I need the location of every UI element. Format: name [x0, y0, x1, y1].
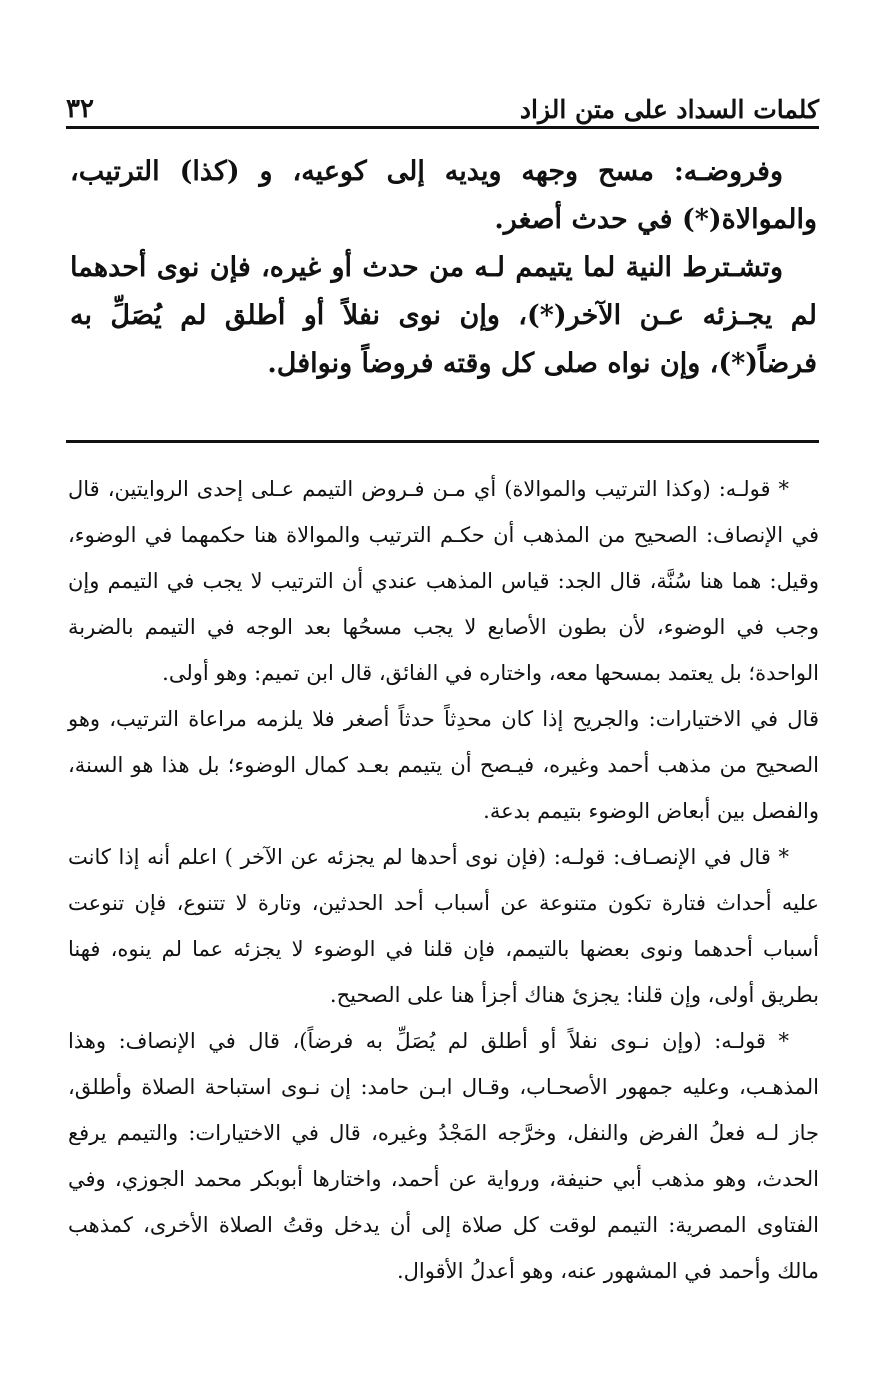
footnote-paragraph: * قولـه: (وإن نـوى نفلاً أو أطلق لم يُصَلِّ به فرضاً)، قال في الإنصاف: وهذا المذهـب، وعليه جمهور الأصحـاب، وقـال ابـن حامد: إن نـوى استباحة الصلاة وأطلق، جاز لـه فعلُ الفرض والنفل، وخرَّجه المَجْدُ وغيره، قال في الاختيارات: والتيمم يرفع الحدث، وهو مذهب أبي حنيفة، ورواية عن أحمد، واختارها أبوبكر محمد الجوزي، وفي الفتاوى المصرية: التيمم لوقت كل صلاة إلى أن يدخل وقتُ الصلاة الأخرى، كمذهب مالك وأحمد في المشهور عنه، وهو أعدلُ الأقوال.: [68, 1029, 819, 1283]
footnote-paragraph: * قولـه: (وكذا الترتيب والموالاة) أي مـن فـروض التيمم عـلى إحدى الروايتين، قال في الإنصاف: الصحيح من المذهب أن حكـم الترتيب والموالاة هنا حكمهما في الوضوء، وقيل: هما هنا سُنَّة، قال الجد: قياس المذهب عندي أن الترتيب لا يجب في التيمم وإن وجب في الوضوء، لأن بطون الأصابع لا يجب مسحُها بعد الوجه في التيمم بالضربة الواحدة؛ بل يعتمد بمسحها معه، واختاره في الفائق، قال ابن تميم: وهو أولى.: [68, 477, 819, 685]
page-header: [66, 84, 819, 129]
page-number: ٣٢: [66, 94, 94, 124]
footnote-separator: [66, 440, 819, 443]
main-paragraph: وفروضـه: مسح وجهه ويديه إلى كوعيه، و (كذا) الترتيب، والموالاة(*) في حدث أصغر.: [70, 156, 817, 235]
footnote-paragraph: * قال في الإنصـاف: قولـه: (فإن نوى أحدها لم يجزئه عن الآخر ) اعلم أنه إذا كانت عليه أحداث فتارة تكون متنوعة عن أسباب أحد الحدثين، وتارة لا تتنوع، فإن تنوعت أسباب أحدهما ونوى بعضها بالتيمم، فإن قلنا في الوضوء لا يجزئه عما لم ينوه، فهنا بطريق أولى، وإن قلنا: يجزئ هناك أجزأ هنا على الصحيح.: [68, 845, 819, 1007]
footnote-paragraph: قال في الاختيارات: والجريح إذا كان محدِثاً حدثاً أصغر فلا يلزمه مراعاة الترتيب، وهو الصحيح من مذهب أحمد وغيره، فيـصح أن يتيمم بعـد كمال الوضوء؛ بل هذا هو السنة، والفصل بين أبعاض الوضوء بتيمم بدعة.: [68, 707, 819, 823]
main-text: [70, 148, 817, 388]
running-title: كلمات السداد على متن الزاد: [519, 95, 819, 124]
footnotes: [68, 466, 819, 1294]
main-paragraph: وتشـترط النية لما يتيمم لـه من حدث أو غيره، فإن نوى أحدهما لم يجـزئه عـن الآخر(*)، وإن نوى نفلاً أو أطلق لم يُصَلِّ به فرضاً(*)، وإن نواه صلى كل وقته فروضاً ونوافل.: [70, 252, 817, 379]
